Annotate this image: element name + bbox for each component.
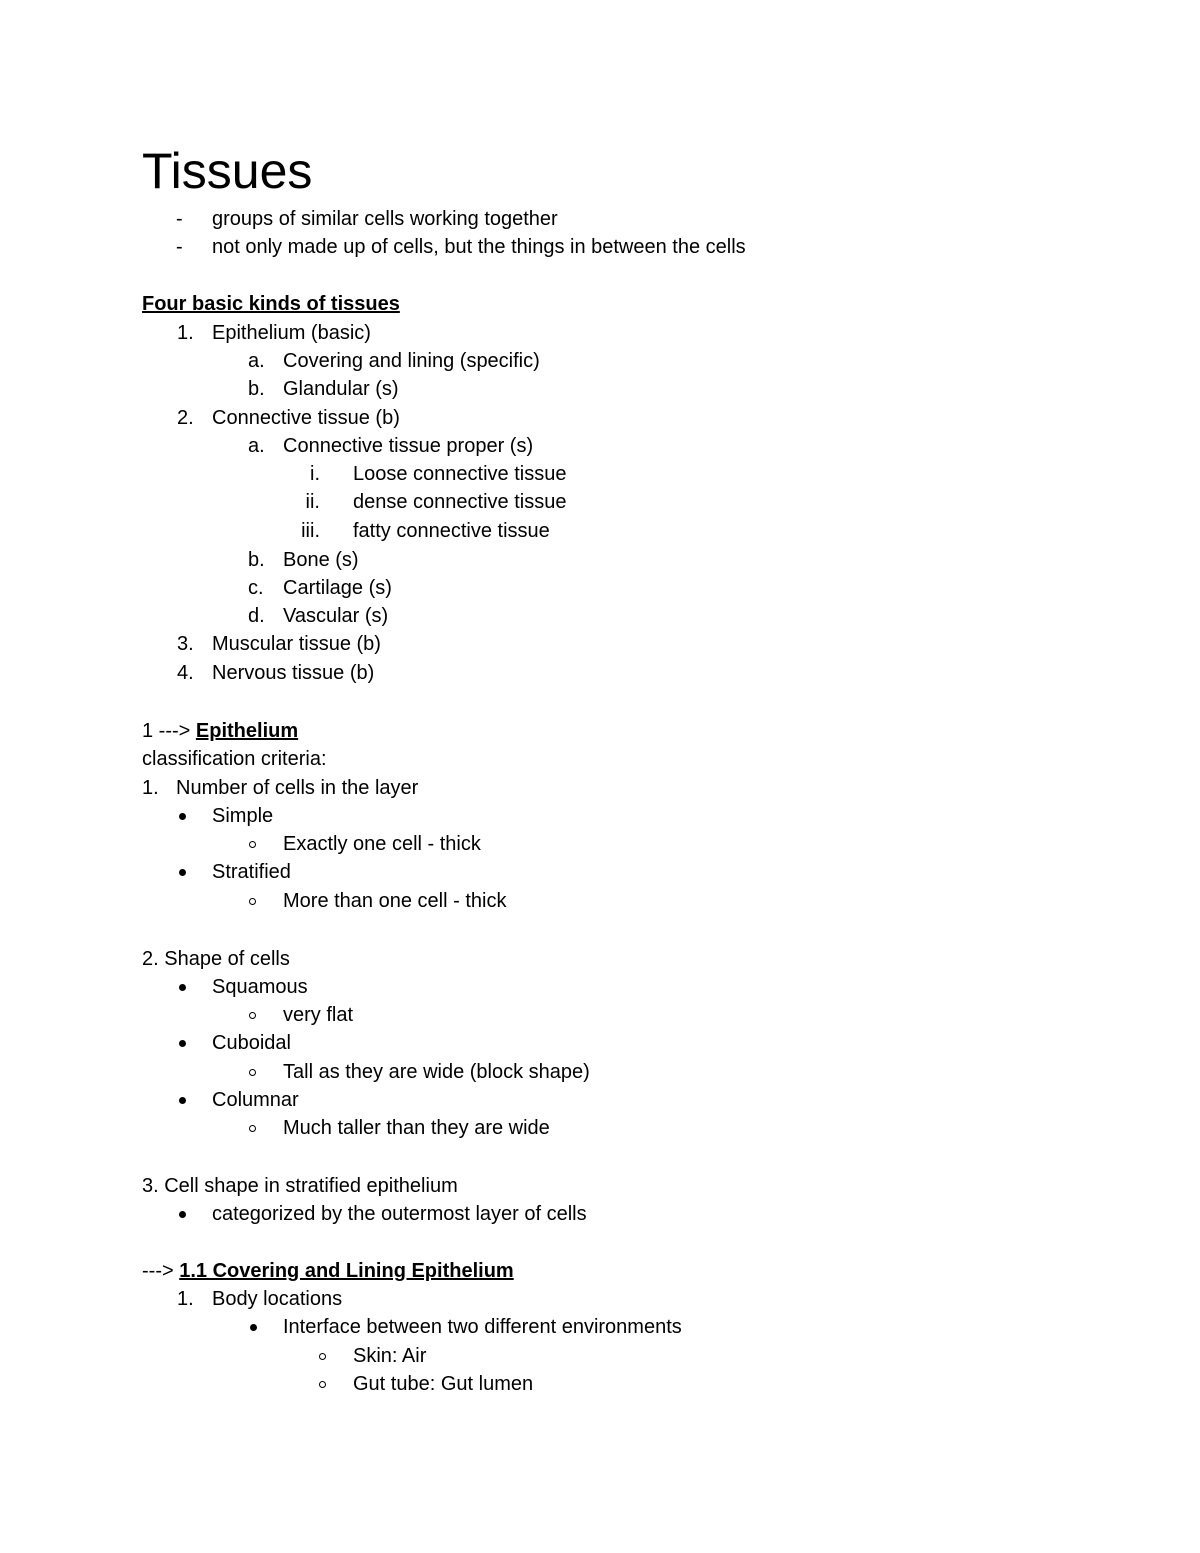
list-item: Simple bbox=[212, 805, 274, 827]
list-item: Vascular (s) bbox=[283, 605, 389, 627]
circle-bullet-icon bbox=[249, 1069, 256, 1076]
list-item: Muscular tissue (b) bbox=[212, 633, 381, 655]
list-marker: 1. bbox=[177, 1288, 194, 1310]
bullet-icon bbox=[179, 1040, 186, 1047]
list-marker: a. bbox=[248, 350, 265, 372]
criteria-heading: 2. Shape of cells bbox=[142, 948, 290, 970]
list-item: Squamous bbox=[212, 976, 308, 998]
bullet-icon bbox=[179, 869, 186, 876]
list-item: Nervous tissue (b) bbox=[212, 662, 375, 684]
list-marker: d. bbox=[248, 605, 265, 627]
list-marker: c. bbox=[248, 577, 264, 599]
list-item: Interface between two different environments bbox=[283, 1316, 682, 1338]
page-title: Tissues bbox=[142, 143, 313, 199]
list-item: Number of cells in the layer bbox=[176, 777, 419, 799]
list-item: Bone (s) bbox=[283, 549, 359, 571]
intro-item: not only made up of cells, but the things in between the cells bbox=[212, 236, 746, 258]
list-marker: ii. bbox=[305, 491, 320, 513]
bullet-icon bbox=[179, 813, 186, 820]
list-item: Tall as they are wide (block shape) bbox=[283, 1061, 590, 1083]
criteria-label: classification criteria: bbox=[142, 748, 327, 770]
list-item: Epithelium (basic) bbox=[212, 322, 371, 344]
dash-marker: - bbox=[176, 208, 183, 230]
list-item: More than one cell - thick bbox=[283, 890, 507, 912]
list-item: Stratified bbox=[212, 861, 291, 883]
section-heading-four-kinds: Four basic kinds of tissues bbox=[142, 293, 400, 315]
list-marker: b. bbox=[248, 378, 265, 400]
intro-item: groups of similar cells working together bbox=[212, 208, 558, 230]
dash-marker: - bbox=[176, 236, 183, 258]
list-item: Exactly one cell - thick bbox=[283, 833, 481, 855]
list-item: Loose connective tissue bbox=[353, 463, 567, 485]
criteria-heading: 3. Cell shape in stratified epithelium bbox=[142, 1175, 458, 1197]
section-heading-epithelium bbox=[142, 717, 298, 745]
list-marker: 4. bbox=[177, 662, 194, 684]
circle-bullet-icon bbox=[249, 1012, 256, 1019]
list-marker: b. bbox=[248, 549, 265, 571]
list-item: Skin: Air bbox=[353, 1345, 427, 1367]
list-item: Connective tissue (b) bbox=[212, 407, 400, 429]
list-item: Gut tube: Gut lumen bbox=[353, 1373, 534, 1395]
bullet-icon bbox=[250, 1324, 257, 1331]
list-item: Cartilage (s) bbox=[283, 577, 392, 599]
list-marker: 3. bbox=[177, 633, 194, 655]
list-marker: a. bbox=[248, 435, 265, 457]
bullet-icon bbox=[179, 984, 186, 991]
heading-prefix: 1 ---> bbox=[142, 720, 196, 742]
list-marker: i. bbox=[310, 463, 320, 485]
list-marker: 1. bbox=[142, 777, 159, 799]
circle-bullet-icon bbox=[319, 1381, 326, 1388]
list-marker: iii. bbox=[301, 520, 320, 542]
list-item: categorized by the outermost layer of cells bbox=[212, 1203, 587, 1225]
circle-bullet-icon bbox=[249, 898, 256, 905]
circle-bullet-icon bbox=[249, 1125, 256, 1132]
bullet-icon bbox=[179, 1211, 186, 1218]
list-item: fatty connective tissue bbox=[353, 520, 550, 542]
list-marker: 2. bbox=[177, 407, 194, 429]
section-heading-covering bbox=[142, 1257, 514, 1285]
list-item: Columnar bbox=[212, 1089, 299, 1111]
list-item: Glandular (s) bbox=[283, 378, 399, 400]
list-item: Much taller than they are wide bbox=[283, 1117, 550, 1139]
circle-bullet-icon bbox=[319, 1353, 326, 1360]
list-item: Covering and lining (specific) bbox=[283, 350, 540, 372]
circle-bullet-icon bbox=[249, 841, 256, 848]
list-item: Cuboidal bbox=[212, 1032, 291, 1054]
list-item: dense connective tissue bbox=[353, 491, 567, 513]
list-item: Connective tissue proper (s) bbox=[283, 435, 534, 457]
heading-text: Epithelium bbox=[195, 720, 299, 742]
bullet-icon bbox=[179, 1097, 186, 1104]
heading-prefix: ---> bbox=[142, 1260, 180, 1282]
list-item: very flat bbox=[283, 1004, 354, 1026]
heading-text: 1.1 Covering and Lining Epithelium bbox=[179, 1260, 514, 1282]
list-marker: 1. bbox=[177, 322, 194, 344]
list-item: Body locations bbox=[212, 1288, 343, 1310]
